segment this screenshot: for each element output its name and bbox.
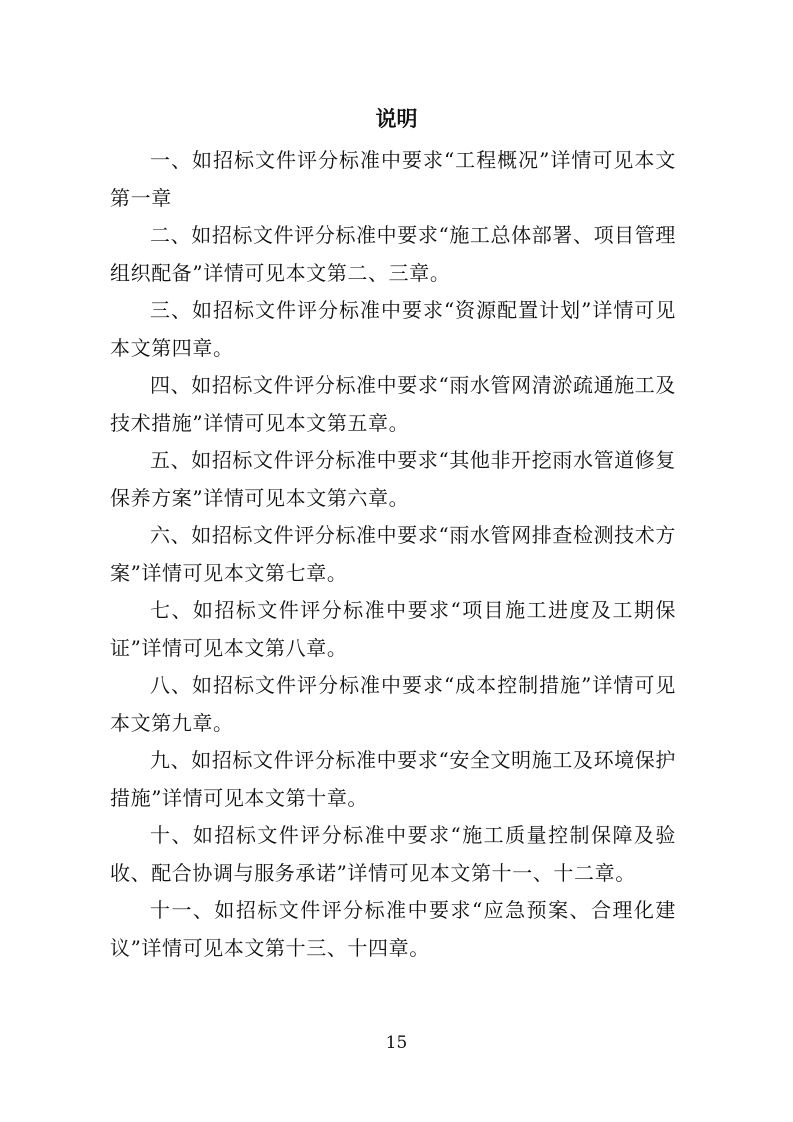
paragraph-2: 二、如招标文件评分标准中要求“施工总体部署、项目管理组织配备”详情可见本文第二、三章。 <box>110 223 676 285</box>
paragraph-9: 九、如招标文件评分标准中要求“安全文明施工及环境保护措施”详情可见本文第十章。 <box>110 748 676 810</box>
paragraph-3: 三、如招标文件评分标准中要求“资源配置计划”详情可见本文第四章。 <box>110 298 676 360</box>
paragraph-10: 十、如招标文件评分标准中要求“施工质量控制保障及验收、配合协调与服务承诺”详情可见本文第十一、十二章。 <box>110 823 676 885</box>
paragraph-5: 五、如招标文件评分标准中要求“其他非开挖雨水管道修复保养方案”详情可见本文第六章。 <box>110 448 676 510</box>
page-number: 15 <box>385 1033 408 1053</box>
document-body <box>110 142 676 967</box>
paragraph-8: 八、如招标文件评分标准中要求“成本控制措施”详情可见本文第九章。 <box>110 673 676 735</box>
paragraph-1: 一、如招标文件评分标准中要求“工程概况”详情可见本文第一章 <box>110 148 676 210</box>
paragraph-4: 四、如招标文件评分标准中要求“雨水管网清淤疏通施工及技术措施”详情可见本文第五章。 <box>110 373 676 435</box>
page-title: 说明 <box>375 106 418 131</box>
paragraph-7: 七、如招标文件评分标准中要求“项目施工进度及工期保证”详情可见本文第八章。 <box>110 598 676 660</box>
paragraph-11: 十一、如招标文件评分标准中要求“应急预案、合理化建议”详情可见本文第十三、十四章。 <box>110 898 676 960</box>
paragraph-6: 六、如招标文件评分标准中要求“雨水管网排查检测技术方案”详情可见本文第七章。 <box>110 523 676 585</box>
